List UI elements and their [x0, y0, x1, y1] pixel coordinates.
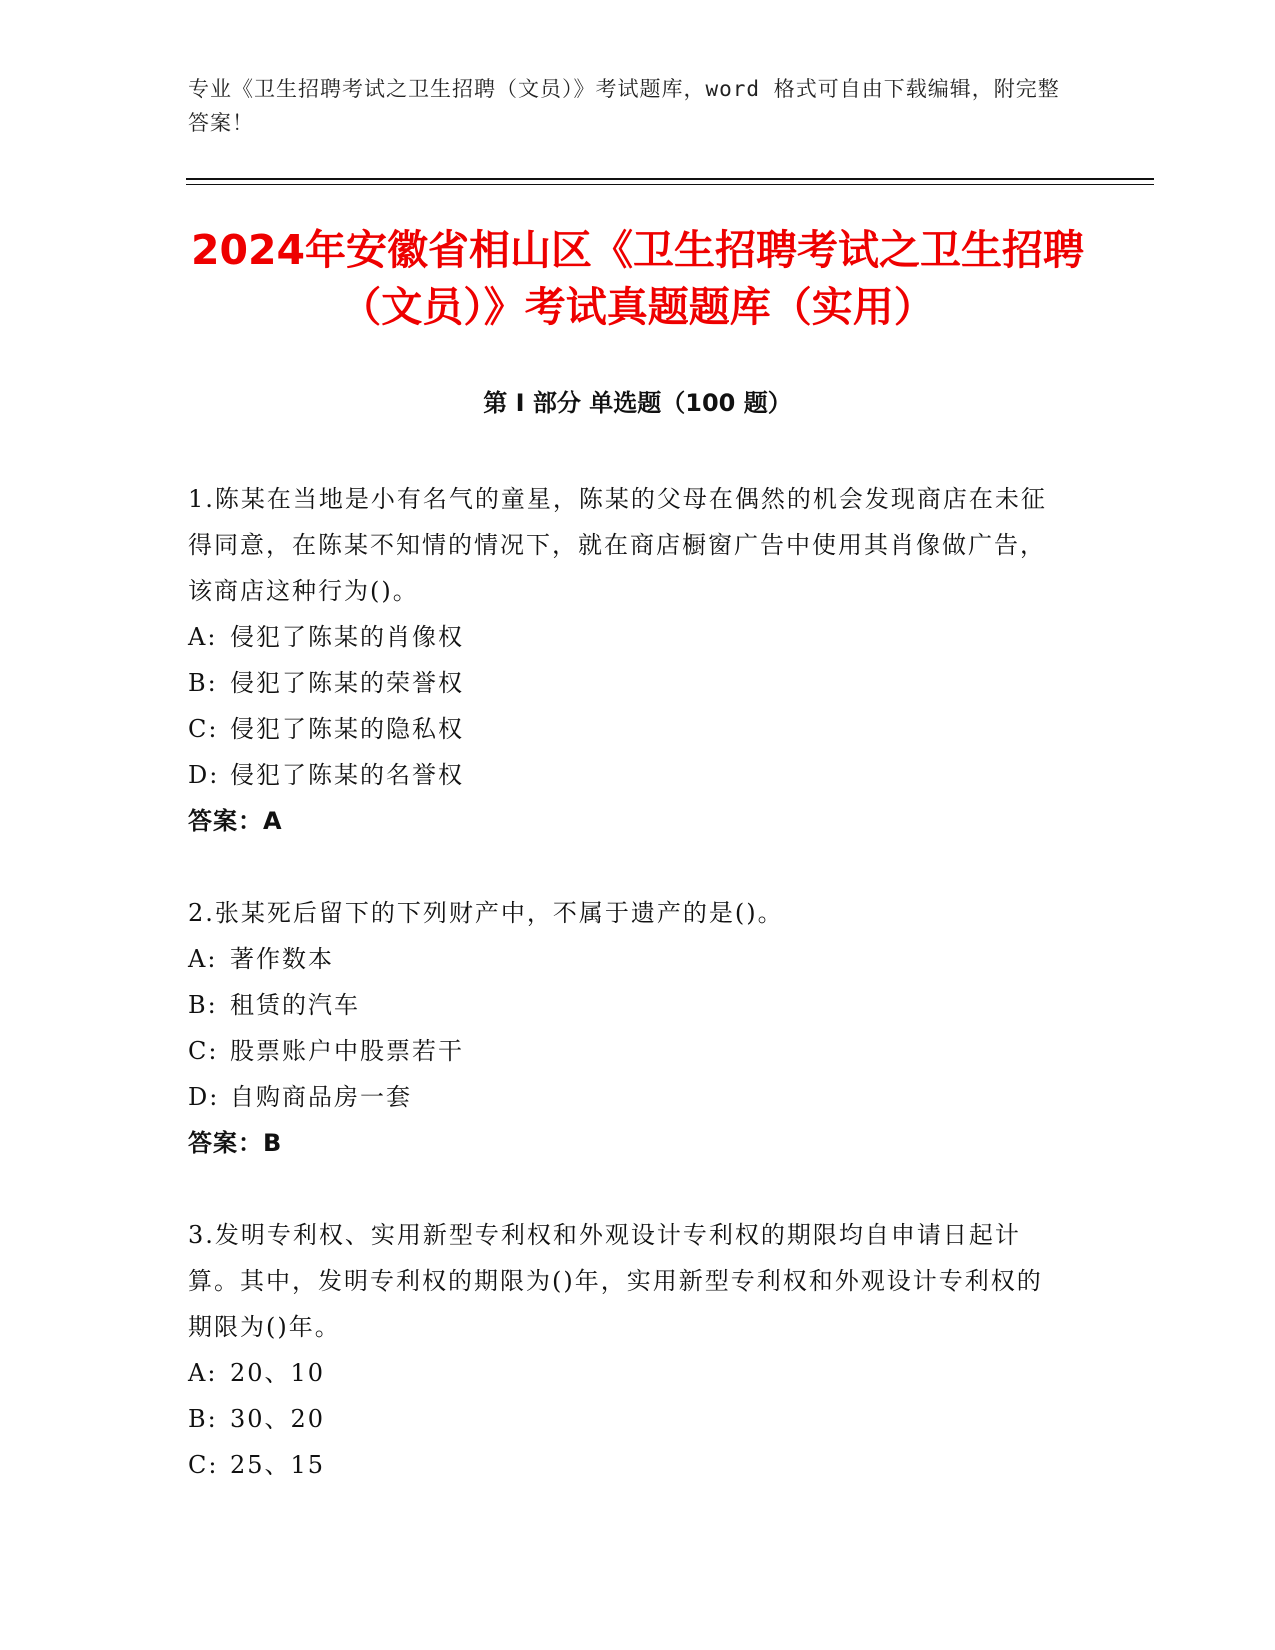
option-b: [188, 660, 1068, 706]
header-rule-thin: [186, 184, 1154, 185]
option-text: 侵犯了陈某的隐私权: [230, 715, 464, 743]
option-list: [188, 614, 1068, 798]
option-c: [188, 1028, 1068, 1074]
option-d: [188, 752, 1068, 798]
option-letter: C:: [188, 1037, 219, 1065]
answer-line: 答案：A: [188, 807, 283, 835]
question-2: [188, 890, 1068, 1166]
option-letter: A:: [188, 623, 218, 651]
option-text: 侵犯了陈某的名誉权: [230, 761, 464, 789]
option-a: [188, 614, 1068, 660]
option-letter: D:: [188, 761, 220, 789]
option-text: 25、15: [230, 1451, 326, 1479]
option-a: [188, 1350, 1068, 1396]
option-text: 股票账户中股票若干: [230, 1037, 464, 1065]
document-title: 2024年安徽省相山区《卫生招聘考试之卫生招聘（文员）》考试真题题库（实用）: [190, 226, 1085, 331]
option-text: 20、10: [230, 1359, 326, 1387]
option-letter: B:: [188, 1405, 218, 1433]
option-list: [188, 1350, 1068, 1488]
question-list: [188, 476, 1068, 1534]
option-c: [188, 706, 1068, 752]
question-stem: 3.发明专利权、实用新型专利权和外观设计专利权的期限均自申请日起计算。其中，发明专利权的期限为()年，实用新型专利权和外观设计专利权的期限为()年。: [188, 1221, 1043, 1341]
answer-line: 答案：B: [188, 1129, 283, 1157]
question-stem: 1.陈某在当地是小有名气的童星，陈某的父母在偶然的机会发现商店在未征得同意，在陈某不知情的情况下，就在商店橱窗广告中使用其肖像做广告，该商店这种行为()。: [188, 485, 1047, 605]
option-b: [188, 1396, 1068, 1442]
section-heading: 第 I 部分 单选题（100 题）: [483, 389, 792, 417]
option-a: [188, 936, 1068, 982]
question-stem: 2.张某死后留下的下列财产中，不属于遗产的是()。: [188, 899, 784, 927]
option-letter: B:: [188, 991, 218, 1019]
option-text: 侵犯了陈某的肖像权: [230, 623, 464, 651]
option-c: [188, 1442, 1068, 1488]
header-note: 专业《卫生招聘考试之卫生招聘（文员）》考试题库，word 格式可自由下载编辑，附完整答案！: [188, 77, 1060, 135]
option-list: [188, 936, 1068, 1120]
question-3: [188, 1212, 1068, 1488]
option-text: 租赁的汽车: [230, 991, 360, 1019]
option-text: 自购商品房一套: [230, 1083, 412, 1111]
option-letter: A:: [188, 1359, 218, 1387]
question-1: [188, 476, 1068, 844]
option-text: 30、20: [230, 1405, 326, 1433]
option-text: 著作数本: [230, 945, 334, 973]
option-letter: A:: [188, 945, 218, 973]
option-letter: B:: [188, 669, 218, 697]
option-letter: C:: [188, 715, 219, 743]
option-text: 侵犯了陈某的荣誉权: [230, 669, 464, 697]
header-rule-thick: [186, 178, 1154, 180]
option-letter: C:: [188, 1451, 219, 1479]
option-letter: D:: [188, 1083, 220, 1111]
option-b: [188, 982, 1068, 1028]
option-d: [188, 1074, 1068, 1120]
